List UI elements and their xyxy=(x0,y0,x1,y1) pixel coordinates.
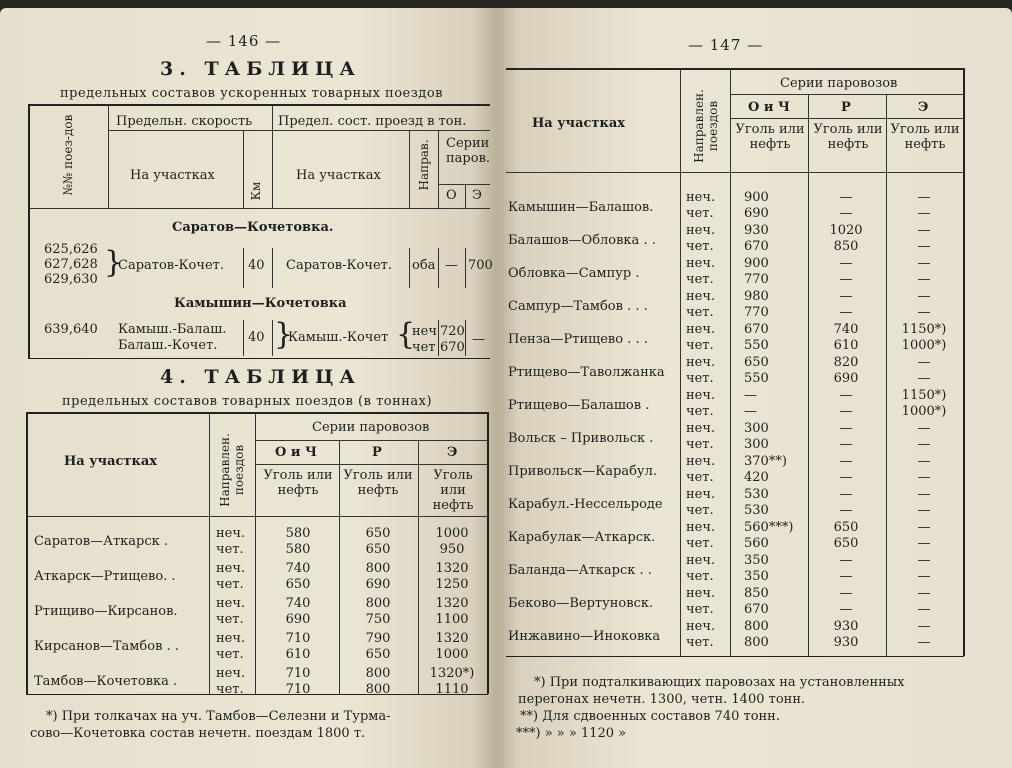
r-value: 690 xyxy=(833,371,859,386)
e-value: — xyxy=(917,371,931,386)
train-number: 629,630 xyxy=(44,272,98,287)
oich-value: 560 xyxy=(744,536,769,551)
rt-header-e: Э xyxy=(918,100,929,115)
header-series: Серии паров. xyxy=(446,136,491,166)
direction-value: оба xyxy=(412,258,436,273)
r-value: — xyxy=(839,487,853,502)
section-name: Сампур—Тамбов . . . xyxy=(508,299,648,314)
oich-value: 370**) xyxy=(744,454,787,469)
r-value: 610 xyxy=(833,338,859,353)
e-value: — xyxy=(917,520,931,535)
oich-value: 670 xyxy=(744,322,769,337)
oich-value: 670 xyxy=(744,239,769,254)
r-value: 650 xyxy=(365,526,391,541)
section-name: Беково—Вертуновск. xyxy=(508,596,654,611)
direction-value: неч. xyxy=(686,619,716,634)
header-series-e: Э xyxy=(472,188,482,203)
e-value: — xyxy=(917,553,931,568)
header-comp-group: Предел. сост. проезд в тон. xyxy=(278,114,467,129)
t4-header-fuel: Уголь или нефть xyxy=(343,468,413,498)
r-value: — xyxy=(839,206,853,221)
r-value: — xyxy=(839,470,853,485)
r-value: 800 xyxy=(365,596,391,611)
r-value: — xyxy=(839,454,853,469)
r-value: 850 xyxy=(833,239,859,254)
oich-value: 580 xyxy=(285,526,311,541)
footnote-line: сово—Кочетовка состав нечетн. поездам 1800 т. xyxy=(30,726,366,741)
oich-value: 690 xyxy=(285,612,311,627)
e-value: 950 xyxy=(439,542,465,557)
r-value: — xyxy=(839,305,853,320)
oich-value: 710 xyxy=(285,631,311,646)
e-value: 1000*) xyxy=(901,338,947,353)
rt-header-series: Серии паровозов xyxy=(780,76,898,91)
direction-value: чет xyxy=(412,340,436,355)
oich-value: 740 xyxy=(285,561,311,576)
train-number: 625,626 xyxy=(44,242,98,257)
oich-value: 800 xyxy=(744,619,769,634)
direction-value: чет. xyxy=(686,602,714,617)
e-value: 1150*) xyxy=(901,322,947,337)
e-value: 1000 xyxy=(435,526,469,541)
speed-section: Балаш.-Кочет. xyxy=(118,338,218,353)
e-value: — xyxy=(917,256,931,271)
comp-section: Камыш.-Кочет xyxy=(288,330,389,345)
direction-value: чет. xyxy=(686,503,714,518)
r-value: 800 xyxy=(365,561,391,576)
e-value: — xyxy=(917,437,931,452)
oich-value: 300 xyxy=(744,437,769,452)
section-name: Инжавино—Иноковка xyxy=(508,629,661,644)
direction-value: чет. xyxy=(216,577,244,592)
r-value: 750 xyxy=(365,612,391,627)
oich-value: 670 xyxy=(744,602,769,617)
train-number: 639,640 xyxy=(44,322,98,337)
r-value: 650 xyxy=(365,647,391,662)
section-name: Карабулак—Аткарск. xyxy=(508,530,656,545)
group-name-saratov: Саратов—Кочетовка. xyxy=(172,220,334,235)
e-value: — xyxy=(917,586,931,601)
r-value: 690 xyxy=(365,577,391,592)
oich-value: 530 xyxy=(744,503,769,518)
oich-value: 690 xyxy=(744,206,769,221)
r-value: 1020 xyxy=(829,223,863,238)
right-page xyxy=(498,8,1012,768)
comp-section: Саратов-Кочет. xyxy=(286,258,392,273)
oich-value: 350 xyxy=(744,553,769,568)
r-value: — xyxy=(839,437,853,452)
t4-header-fuel: Уголь или нефть xyxy=(263,468,333,498)
r-value: — xyxy=(839,256,853,271)
e-value: — xyxy=(917,239,931,254)
rt-header-r: Р xyxy=(841,100,851,115)
r-value: — xyxy=(839,272,853,287)
oich-value: — xyxy=(744,404,757,419)
header-comp-sections: На участках xyxy=(296,168,381,183)
table4-subtitle: предельных составов товарных поездов (в тоннах) xyxy=(62,394,433,409)
t4-header-direction: Направлен. поездов xyxy=(218,433,246,507)
oich-value: 350 xyxy=(744,569,769,584)
e-value: 1320 xyxy=(435,561,469,576)
header-speed-group: Предельн. скорость xyxy=(116,114,253,129)
direction-value: неч. xyxy=(686,487,716,502)
brace-icon: } xyxy=(104,245,124,280)
direction-value: неч. xyxy=(686,355,716,370)
oich-value: — xyxy=(744,388,757,403)
e-value: — xyxy=(917,223,931,238)
r-value: 800 xyxy=(365,682,391,697)
oich-value: 850 xyxy=(744,586,769,601)
e-value: — xyxy=(917,289,931,304)
oich-value: 650 xyxy=(744,355,769,370)
e-value: 1320 xyxy=(435,596,469,611)
r-value: 930 xyxy=(833,635,859,650)
direction-value: неч. xyxy=(216,526,246,541)
speed-section: Камыш.-Балаш. xyxy=(118,322,227,337)
e-value: — xyxy=(917,503,931,518)
e-value: — xyxy=(917,190,931,205)
direction-value: неч. xyxy=(686,388,716,403)
direction-value: чет. xyxy=(686,470,714,485)
e-value: 1320 xyxy=(435,631,469,646)
table4-title: 4. ТАБЛИЦА xyxy=(160,366,361,388)
r-value: 650 xyxy=(833,520,859,535)
table3-subtitle: предельных составов ускоренных товарных поездов xyxy=(60,86,443,101)
header-km: Км xyxy=(249,181,263,201)
e-value: 1000*) xyxy=(901,404,947,419)
oich-value: 560***) xyxy=(744,520,794,535)
e-value: 1110 xyxy=(435,682,469,697)
section-name: Пенза—Ртищево . . . xyxy=(508,332,648,347)
brace-icon: { xyxy=(396,317,416,352)
left-page xyxy=(0,8,498,768)
oich-value: 900 xyxy=(744,256,769,271)
direction-value: неч. xyxy=(686,454,716,469)
direction-value: неч. xyxy=(686,223,716,238)
rt-header-oich: О и Ч xyxy=(748,100,790,115)
oich-value: 550 xyxy=(744,371,769,386)
speed-section: Саратов-Кочет. xyxy=(118,258,224,273)
footnote-line: *) При подталкивающих паровозах на установленных xyxy=(534,675,905,690)
direction-value: чет. xyxy=(686,569,714,584)
e-value: — xyxy=(917,569,931,584)
direction-value: чет. xyxy=(216,647,244,662)
direction-value: чет. xyxy=(686,635,714,650)
footnote-line: перегонах нечетн. 1300, четн. 1400 тонн. xyxy=(518,692,806,707)
e-value: — xyxy=(917,305,931,320)
brace-icon: } xyxy=(274,317,294,352)
direction-value: неч. xyxy=(216,631,246,646)
t4-header-oich: О и Ч xyxy=(275,445,317,460)
direction-value: чет. xyxy=(686,305,714,320)
train-number: 627,628 xyxy=(44,257,98,272)
r-value: — xyxy=(839,569,853,584)
direction-value: неч. xyxy=(216,561,246,576)
e-value: — xyxy=(917,272,931,287)
section-name: Привольск—Карабул. xyxy=(508,464,657,479)
section-name: Ртищиво—Кирсанов. xyxy=(34,604,178,619)
r-value: 820 xyxy=(833,355,859,370)
direction-value: чет. xyxy=(686,272,714,287)
r-value: — xyxy=(839,586,853,601)
section-name: Ртищево—Балашов . xyxy=(508,398,650,413)
series-value: 720 xyxy=(440,324,465,339)
direction-value: чет. xyxy=(686,239,714,254)
e-value: — xyxy=(917,355,931,370)
km-value: 40 xyxy=(248,258,265,273)
r-value: 650 xyxy=(365,542,391,557)
section-name: Вольск – Привольск . xyxy=(508,431,654,446)
t4-header-r: Р xyxy=(372,445,382,460)
e-value: — xyxy=(917,635,931,650)
series-value: 670 xyxy=(440,340,465,355)
r-value: — xyxy=(839,404,853,419)
direction-value: чет. xyxy=(686,437,714,452)
r-value: 930 xyxy=(833,619,859,634)
direction-value: неч. xyxy=(686,553,716,568)
r-value: 800 xyxy=(365,666,391,681)
table3-title: 3. ТАБЛИЦА xyxy=(160,58,361,80)
rt-header-direction: Направлен. поездов xyxy=(692,89,720,163)
e-value: 1320*) xyxy=(429,666,475,681)
section-name: Саратов—Аткарск . xyxy=(34,534,169,549)
oich-value: 710 xyxy=(285,682,311,697)
r-value: 790 xyxy=(365,631,391,646)
series-e-value: — xyxy=(472,332,485,347)
r-value: — xyxy=(839,388,853,403)
group-name-kamyshin: Камышин—Кочетовка xyxy=(174,296,347,311)
section-name: Аткарск—Ртищево. . xyxy=(34,569,176,584)
section-name: Тамбов—Кочетовка . xyxy=(34,674,178,689)
e-value: — xyxy=(917,536,931,551)
direction-value: неч. xyxy=(686,586,716,601)
t4-header-fuel: Уголь или нефть xyxy=(432,468,474,513)
page-number-right: — 147 — xyxy=(688,36,764,54)
oich-value: 770 xyxy=(744,272,769,287)
e-value: — xyxy=(917,470,931,485)
oich-value: 530 xyxy=(744,487,769,502)
e-value: — xyxy=(917,206,931,221)
header-series-o: О xyxy=(446,188,457,203)
rt-header-fuel: Уголь или нефть xyxy=(735,122,805,152)
section-name: Кирсанов—Тамбов . . xyxy=(34,639,179,654)
rt-header-sections: На участках xyxy=(532,116,626,131)
oich-value: 420 xyxy=(744,470,769,485)
oich-value: 580 xyxy=(285,542,311,557)
series-o-value: — xyxy=(445,258,458,273)
r-value: — xyxy=(839,289,853,304)
section-name: Баланда—Аткарск . . xyxy=(508,563,652,578)
section-name: Балашов—Обловка . . xyxy=(508,233,656,248)
direction-value: чет. xyxy=(686,536,714,551)
oich-value: 800 xyxy=(744,635,769,650)
direction-value: неч. xyxy=(686,421,716,436)
section-name: Карабул.-Нессельроде xyxy=(508,497,663,512)
rt-header-fuel: Уголь или нефть xyxy=(813,122,883,152)
direction-value: неч. xyxy=(216,596,246,611)
oich-value: 770 xyxy=(744,305,769,320)
oich-value: 650 xyxy=(285,577,311,592)
e-value: 1250 xyxy=(435,577,469,592)
footnote-line: **) Для сдвоенных составов 740 тонн. xyxy=(520,709,780,724)
direction-value: неч. xyxy=(686,322,716,337)
direction-value: чет. xyxy=(216,612,244,627)
oich-value: 980 xyxy=(744,289,769,304)
direction-value: чет. xyxy=(686,371,714,386)
km-value: 40 xyxy=(248,330,265,345)
oich-value: 610 xyxy=(285,647,311,662)
direction-value: неч xyxy=(412,324,437,339)
r-value: 650 xyxy=(833,536,859,551)
e-value: — xyxy=(917,421,931,436)
oich-value: 300 xyxy=(744,421,769,436)
r-value: — xyxy=(839,190,853,205)
oich-value: 710 xyxy=(285,666,311,681)
direction-value: неч. xyxy=(686,256,716,271)
direction-value: чет. xyxy=(686,404,714,419)
r-value: — xyxy=(839,602,853,617)
direction-value: чет. xyxy=(686,338,714,353)
e-value: 1150*) xyxy=(901,388,947,403)
series-e-value: 700 xyxy=(468,258,493,273)
footnote-line: *) При толкачах на уч. Тамбов—Селезни и Турма- xyxy=(46,709,391,724)
footnote-line: ***) » » » 1120 » xyxy=(516,726,627,741)
r-value: 740 xyxy=(833,322,859,337)
direction-value: чет. xyxy=(686,206,714,221)
t4-header-e: Э xyxy=(447,445,458,460)
page-number-left: — 146 — xyxy=(206,32,282,50)
oich-value: 740 xyxy=(285,596,311,611)
r-value: — xyxy=(839,553,853,568)
oich-value: 930 xyxy=(744,223,769,238)
t4-header-sections: На участках xyxy=(64,454,158,469)
header-direction: Направ. xyxy=(417,139,431,191)
t4-header-series: Серии паровозов xyxy=(312,420,430,435)
e-value: — xyxy=(917,619,931,634)
section-name: Ртищево—Таволжанка xyxy=(508,365,665,380)
rt-header-fuel: Уголь или нефть xyxy=(890,122,960,152)
e-value: — xyxy=(917,602,931,617)
direction-value: чет. xyxy=(216,542,244,557)
r-value: — xyxy=(839,503,853,518)
header-speed-sections: На участках xyxy=(130,168,215,183)
oich-value: 900 xyxy=(744,190,769,205)
direction-value: неч. xyxy=(686,289,716,304)
oich-value: 550 xyxy=(744,338,769,353)
direction-value: неч. xyxy=(216,666,246,681)
e-value: 1100 xyxy=(435,612,469,627)
section-name: Обловка—Сампур . xyxy=(508,266,640,281)
e-value: 1000 xyxy=(435,647,469,662)
e-value: — xyxy=(917,487,931,502)
direction-value: чет. xyxy=(216,682,244,697)
direction-value: неч. xyxy=(686,190,716,205)
header-train-numbers: №№ поез-дов xyxy=(61,114,75,196)
direction-value: неч. xyxy=(686,520,716,535)
section-name: Камышин—Балашов. xyxy=(508,200,654,215)
e-value: — xyxy=(917,454,931,469)
r-value: — xyxy=(839,421,853,436)
